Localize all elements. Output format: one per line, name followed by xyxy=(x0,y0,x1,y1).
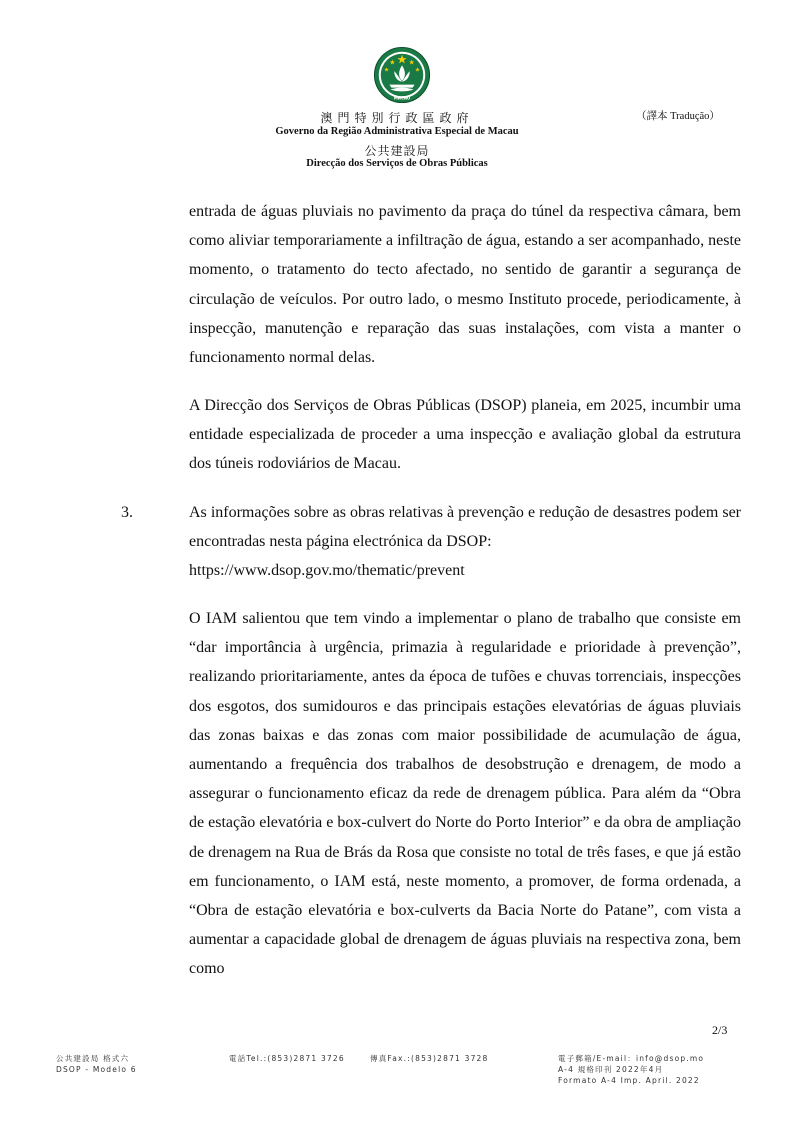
item-3-text: As informações sobre as obras relativas à prevenção e redução de desastres podem ser encontradas nesta página electrónica da DSOP: xyxy=(189,504,741,551)
government-name-zh: 澳門特別行政區政府 xyxy=(320,111,474,125)
footer-form xyxy=(56,1053,137,1075)
macau-emblem-icon xyxy=(373,46,431,104)
paragraph-1-block xyxy=(189,197,741,372)
paragraph-2: A Direcção dos Serviços de Obras Públicas (DSOP) planeia, em 2025, incumbir uma entidade especializada de proceder a uma inspecção e avaliação global da estrutura dos túneis rodoviários de Macau. xyxy=(189,397,741,473)
footer-print-zh: A-4 規格印刊 2022年4月 xyxy=(558,1065,664,1074)
translation-note: （譯本 Tradução） xyxy=(636,111,720,122)
footer-form-zh: 公共建設局 格式六 xyxy=(56,1054,130,1063)
emblem-text: MACAU xyxy=(393,95,411,101)
paragraph-1: entrada de águas pluviais no pavimento da praça do túnel da respectiva câmara, bem como aliviar temporariamente a infiltração de água, estando a ser acompanhado, neste momento, o tratamento do tecto afectado, no sentido de garantir a segurança de circulação de veículos. Por outro lado, o mesmo Instituto procede, periodicamente, à inspecção, manutenção e reparação das suas instalações, com vista a manter o funcionamento normal delas. xyxy=(189,203,741,367)
footer-email: 電子郵箱/E-mail：info@dsop.mo xyxy=(558,1054,705,1063)
item-3-block xyxy=(189,498,741,586)
government-name-pt: Governo da Região Administrativa Especial de Macau xyxy=(275,126,519,137)
paragraph-4: O IAM salientou que tem vindo a implementar o plano de trabalho que consiste em “dar importância à urgência, primazia à regularidade e prioridade à prevenção”, realizando prioritariamente, antes da época de tufões e chuvas torrenciais, inspecções dos esgotos, dos sumidouros e das principais estações elevatórias de águas pluviais das zonas baixas e das zonas com maior possibilidade de acumulação de água, aumentando a frequência dos trabalhos de desobstrução e drenagem, de modo a assegurar o funcionamento eficaz da rede de drenagem pública. Para além da “Obra de estação elevatória e box-culvert do Norte do Porto Interior” e da obra de ampliação de drenagem na Rua de Brás da Rosa que consiste no total de três fases, e que já estão em funcionamento, o IAM está, neste momento, a promover, de forma ordenada, a “Obra de estação elevatória e box-culverts da Bacia Norte do Patane”, com vista a aumentar a capacidade global de drenagem de águas pluviais na respectiva zona, bem como xyxy=(189,610,741,978)
paragraph-4-block xyxy=(189,604,741,984)
footer-tel: 電話Tel.:(853)2871 3726 xyxy=(229,1054,345,1063)
department-name-zh: 公共建設局 xyxy=(364,144,430,158)
footer-print-pt: Formato A-4 Imp. April. 2022 xyxy=(558,1076,700,1085)
page-number: 2/3 xyxy=(712,1023,728,1037)
department-name-pt: Direcção dos Serviços de Obras Públicas xyxy=(306,158,488,169)
prevent-page-link[interactable]: https://www.dsop.gov.mo/thematic/prevent xyxy=(189,562,465,580)
footer-contact xyxy=(558,1053,704,1086)
footer-form-pt: DSOP - Modelo 6 xyxy=(56,1065,137,1074)
item-3-number: 3. xyxy=(121,504,133,521)
footer-fax: 傳真Fax.:(853)2871 3728 xyxy=(370,1054,489,1063)
paragraph-2-block xyxy=(189,391,741,479)
